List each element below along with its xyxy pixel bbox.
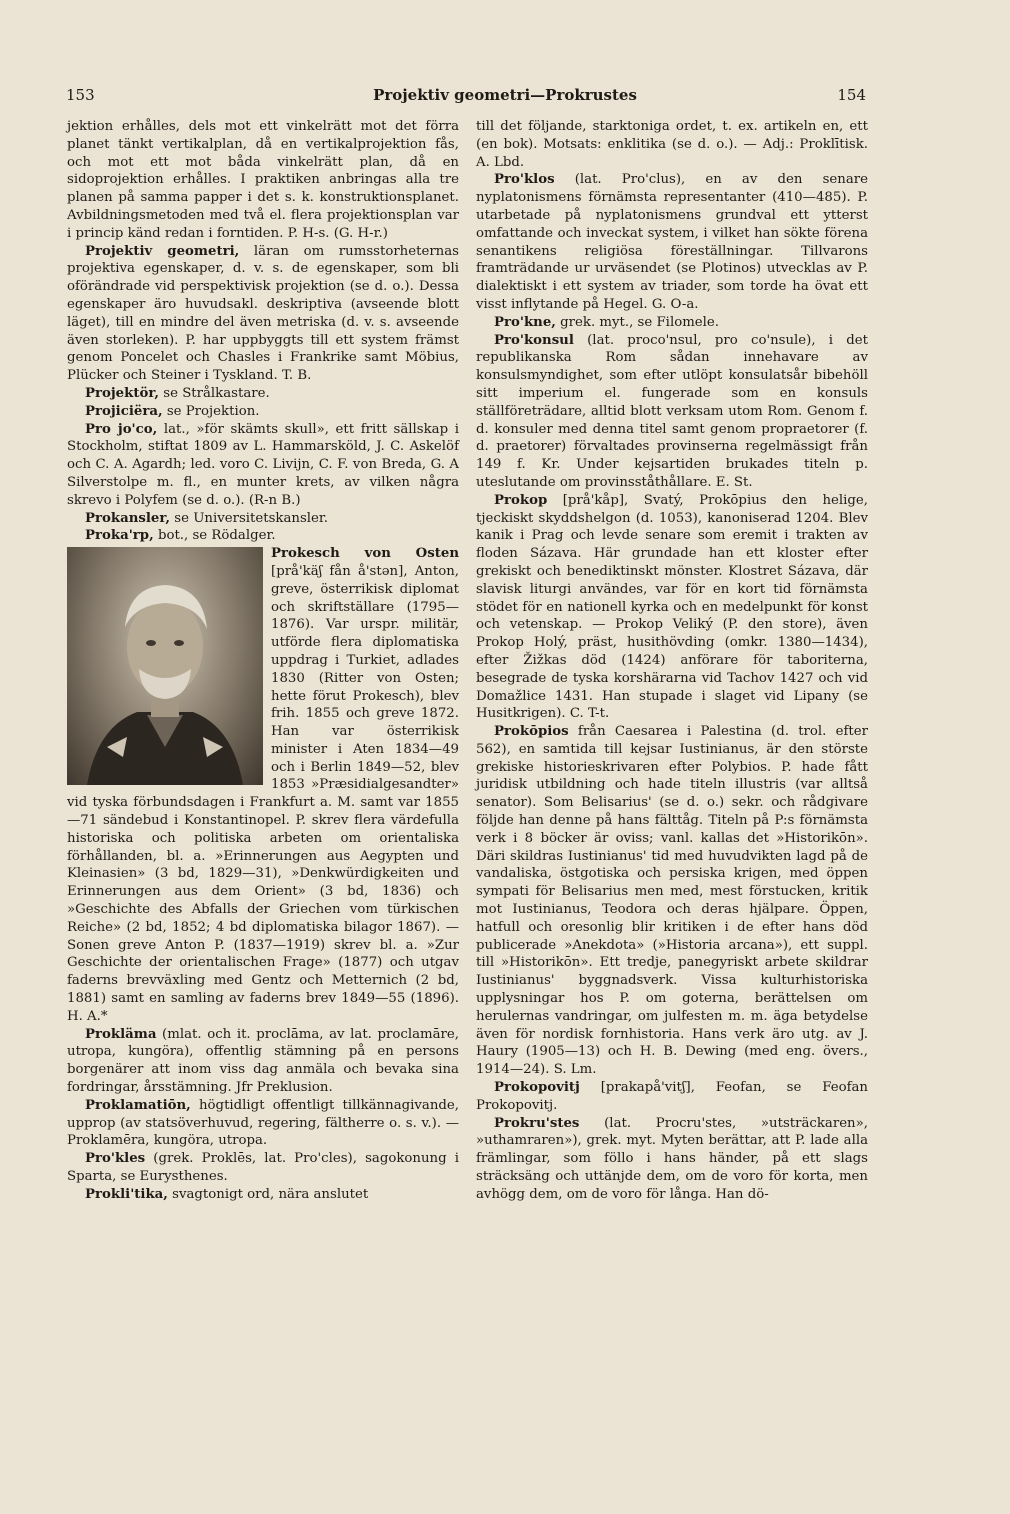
entry-projiciera: Projiciëra, se Projektion. <box>85 403 260 419</box>
entry-projektor: Projektör, se Strålkastare. <box>85 385 270 401</box>
entry-projektiv-geometri: Projektiv geometri, läran om rumsstorheternas projektiva egenskaper, d. v. s. de egenskaper, som bli oförändrade vid perspektivisk projektion (se d. o.). Dessa egenskaper äro huvudsakl. deskriptiva (avseende blott läget), till en mindre del även metriska (d. v. s. avseende även storleken). P. har uppbyggts till ett system främst genom Poncelet och Chasles i Frankrike samt Möbius, Plücker och Steiner i Tyskland. T. B. <box>67 243 460 384</box>
left-column: jektion erhålles, dels mot ett vinkelrätt mot det förra planet tänkt vertikalplan, då en vertikalprojektion fås, och mot ett mot båda vinkelrätt plan, då en sidoprojektion erhålles. I praktiken anbringas alla tre planen på samma papper i det s. k. konstruktionsplanet. Avbildningsmetoden med två el. flera projektionsplan var i princip känd redan i forntiden. P. H-s. (G. H-r.) Projektiv geometri, läran om rumsstorheternas projektiva egenskaper, d. v. s. de egenskaper, som bli oförändrade vid perspektivisk projektion (se d. o.). Dessa egenskaper äro huvudsakl. deskriptiva (avseende blott läget), till en mindre del även metriska (d. v. s. avseende även storleken). P. har uppbyggts till ett system främst genom Poncelet och Chasles i Frankrike samt Möbius, Plücker och Steiner i Tyskland. T. B. Projektör, se Strålkastare. Projiciëra, se Projektion. Pro jo'co, lat., »för skämts skull», ett fritt sällskap i Stockholm, stiftat 1809 av L. Hammarsköld, J. C. Askelöf och C. A. Agardh; led. voro C. Livijn, C. F. von Breda, G. A Silverstolpe m. fl., en munter krets, av vilken några skrevo i Polyfem (se d. o.). (R-n B.) Prokansler, se Universitetskansler. Proka'rp, bot., se Rödalger. Prokesch von Osten [prå'käʃ fån å'stən], Anton, greve, österrikisk diplomat och skriftställare (1795—1876). Var urspr. militär, utförde flera diplomatiska uppdrag i Turkiet, adlades 1830 (Ritter von Osten; hette förut Prokesch), blev frih. 1855 och greve 1872. Han var österrikisk minister i Aten 1834—49 och i Berlin 1849—52, blev 1853 »Præsidialgesandter» vid tyska förbundsdagen i Frankfurt a. M. samt var 1855—71 sändebud i Konstantinopel. P. skrev flera värdefulla historiska och politiska arbeten om orientaliska förhållanden, bl. a. »Erinnerungen aus Aegypten und Kleinasien» (3 bd, 1829—31), »Denkwürdigkeiten und Erinnerungen aus dem Orient» (3 bd, 1836) och »Geschichte des Abfalls der Griechen vom türkischen Reiche» (2 bd, 1852; 4 bd diplomatiska bilagor 1867). — Sonen greve Anton P. (1837—1919) skrev bl. a. »Zur Geschichte der orientalischen Frage» (1877) och utgav faderns brevväxling med Gentz och Metternich (2 bd, 1881) samt en samling av faderns brev 1849—55 (1896). H. A.* Prokläma (mlat. och it. proclāma, av lat. proclamāre, utropa, kungöra), offentlig stämning på en persons borgenärer att inom viss dag anmäla och bevaka sina fordringar, årsstämning. Jfr Preklusion. Proklamatiōn, högtidligt offentligt tillkännagivande, upprop (av statsöverhuvud, regering, fältherre o. s. v.). — Proklamēra, kungöra, utropa. Pro'kles (grek. Proklēs, lat. Pro'cles), sagokonung i Sparta, se Eurysthenes. Prokli'tika, svagtonigt ord, nära anslutet <box>67 119 460 1202</box>
entry-prokopios: Prokōpios från Caesarea i Palestina (d. trol. efter 562), en samtida till kejsar Iustinianus, är den störste grekiske historieskrivaren efter Polybios. P. hade fått juridisk utbildning och hade titeln illustris (var alltså senator). Som Belisarius' (se d. o.) sekr. och rådgivare följde han denne på hans fälttåg. Titeln på P:s förnämsta verk i 8 böcker är oviss; vanl. kallas det »Historikōn». Däri skildras Iustinianus' tid med huvudvikten lagd på de vandaliska, östgotiska och persiska krigen, med öppen sympati för Belisarius men med, mest förstucken, kritik mot Iustinianus, Teodora och deras hjälpare. Öppen, hatfull och oresonlig blir kritiken i de efter hans död publicerade »Anekdota» (»Historia arcana»), ett suppl. till »Historikōn». Ett tredje, panegyriskt arbete skildrar Iustinianus' byggnadsverk. Vissa kulturhistoriska upplysningar hos P. om goterna, berättelsen om herulernas vandringar, om julfesten m. m. äga betydelse även för nordisk fornhistoria. Hans verk äro utg. av J. Haury (1905—13) och H. B. Dewing (med eng. övers., 1914—24). S. Lm. <box>476 724 868 1078</box>
entry-proklitika-cont: till det följande, starktoniga ordet, t. ex. artikeln en, ett (en bok). Motsats: enklitika (se d. o.). — Adj.: Proklītisk. A. Lbd. <box>476 119 868 170</box>
entry-projektion-cont: jektion erhålles, dels mot ett vinkelrätt mot det förra planet tänkt vertikalplan, då en vertikalprojektion fås, och mot ett mot båda vinkelrätt plan, då en sidoprojektion erhålles. I praktiken anbringas alla tre planen på samma papper i det s. k. konstruktionsplanet. Avbildningsmetoden med två el. flera projektionsplan var i princip känd redan i forntiden. P. H-s. (G. H-r.) <box>67 119 459 241</box>
portrait-image <box>67 547 263 785</box>
running-title: Projektiv geometri—Prokrustes <box>373 86 637 104</box>
page-number-right: 154 <box>837 86 866 104</box>
entry-proklama: Prokläma (mlat. och it. proclāma, av lat. proclamāre, utropa, kungöra), offentlig stämning på en persons borgenärer att inom viss dag anmäla och bevaka sina fordringar, årsstämning. Jfr Preklusion. <box>67 1026 459 1096</box>
entry-prokonsul: Pro'konsul (lat. proco'nsul, pro co'nsule), i det republikanska Rom sådan innehavare av konsulsmyndighet, som efter utlöpt konsulatsår bibehöll sitt imperium el. fungerade som en konsuls ställföreträdare, alltid blott verksam utom Rom. Genom f. d. konsuler med denna titel samt genom propraetorer (f. d. praetorer) förvaltades provinserna regelmässigt från 149 f. Kr. Under kejsartiden brukades titeln p. uteslutande om provinsståthållare. E. St. <box>476 332 868 490</box>
right-column <box>476 118 868 1204</box>
page-number-left: 153 <box>66 86 95 104</box>
entry-proklamation: Proklamatiōn, högtidligt offentligt tillkännagivande, upprop (av statsöverhuvud, regering, fältherre o. s. v.). — Proklamēra, kungöra, utropa. <box>67 1097 459 1149</box>
entry-pro-joco: Pro jo'co, lat., »för skämts skull», ett fritt sällskap i Stockholm, stiftat 1809 av L. Hammarsköld, J. C. Askelöf och C. A. Agardh; led. voro C. Livijn, C. F. von Breda, G. A Silverstolpe m. fl., en munter krets, av vilken några skrevo i Polyfem (se d. o.). (R-n B.) <box>67 421 459 508</box>
entry-prokop: Prokop [prå'kåp], Svatý, Prokōpius den helige, tjeckiskt skyddshelgon (d. 1053), kanoniserad 1204. Blev kanik i Prag och levde senare som eremit i trakten av floden Sázava. Här grundade han ett kloster efter grekiskt och benediktinskt mönster. Klostret Sázava, där slavisk liturgi användes, var för en kort tid förnämsta stödet för en nationell kyrka och en medelpunkt för konst och vetenskap. — Prokop Veliký (P. den store), även Prokop Holý, präst, husithövding (omkr. 1380—1434), efter Žižkas död (1424) anförare för taboriterna, besegrade de tyska korshärarna vid Tachov 1427 och vid Domažlice 1431. Han stupade i slaget vid Lipany (se Husitkrigen). C. T-t. <box>476 492 868 722</box>
entry-prokrustes: Prokru'stes (lat. Procru'stes, »utsträckaren», »uthamraren»), grek. myt. Myten berättar, att P. lade alla främlingar, som föllo i hans händer, på ett slags sträcksäng och uttänjde dem, om de voro för korta, men avhögg dem, om de voro för långa. Han dö- <box>476 1115 868 1202</box>
entry-prokles: Pro'kles (grek. Proklēs, lat. Pro'cles), sagokonung i Sparta, se Eurysthenes. <box>67 1151 459 1185</box>
entry-prokarp: Proka'rp, bot., se Rödalger. <box>85 528 276 544</box>
entry-prokansler: Prokansler, se Universitetskansler. <box>85 510 329 526</box>
entry-prokne: Pro'kne, grek. myt., se Filomele. <box>494 314 720 330</box>
entry-proklitika: Prokli'tika, svagtonigt ord, nära anslutet <box>85 1186 369 1202</box>
entry-prokopovitj: Prokopovitj [prakapå'vitʃ], Feofan, se Feofan Prokopovitj. <box>476 1080 868 1113</box>
entry-proklos: Pro'klos (lat. Pro'clus), en av den senare nyplatonismens förnämsta representanter (410—485). P. utarbetade på nyplatonismens grundval ett ytterst omfattande och inveckat system, i vilket han sökte förena senantikens religiösa föreställningar. Tillvarons framträdande ur urväsendet (se Plotinos) utvecklas av P. dialektiskt i ett system av triader, som torde ha övat ett visst inflytande på Hegel. G. O-a. <box>476 172 868 312</box>
